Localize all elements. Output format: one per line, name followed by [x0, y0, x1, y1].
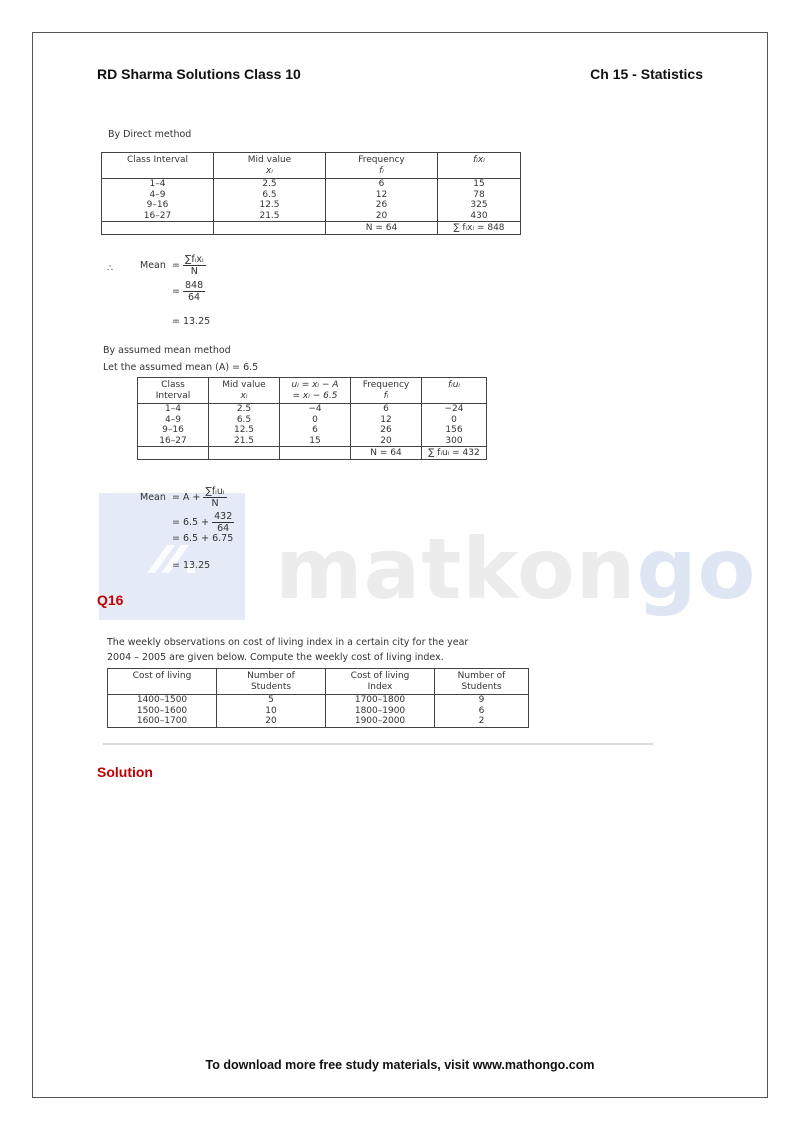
table-cell: 300 — [422, 436, 487, 447]
table-cell: 10 — [217, 706, 326, 717]
table-cell: 6.5 — [214, 190, 326, 201]
col-header: Class Interval — [102, 153, 214, 179]
table-cell: 430 — [438, 211, 521, 222]
table-cell: 6.5 — [209, 415, 280, 426]
table-cell: N = 64 — [351, 447, 422, 460]
therefore-symbol: ∴ — [107, 263, 114, 274]
cost-of-living-table — [107, 668, 529, 728]
table-cell: ∑ fᵢxᵢ = 848 — [438, 222, 521, 235]
table-cell: 6 — [326, 179, 438, 190]
table-row — [138, 404, 487, 415]
table-cell: 12.5 — [209, 425, 280, 436]
col-header: Mid value xᵢ — [209, 378, 280, 404]
table-cell: 21.5 — [214, 211, 326, 222]
table-cell: 2.5 — [209, 404, 280, 415]
header-title: RD Sharma Solutions Class 10 — [97, 66, 301, 82]
table-cell: 20 — [217, 716, 326, 727]
table-cell: 12 — [326, 190, 438, 201]
table-cell: 1700–1800 — [326, 695, 435, 706]
table-cell: 6 — [280, 425, 351, 436]
table-cell — [214, 222, 326, 235]
header-chapter: Ch 15 - Statistics — [590, 66, 703, 82]
table-row — [138, 425, 487, 436]
table-header-row — [138, 378, 487, 404]
table-cell: 1800–1900 — [326, 706, 435, 717]
table-cell: 20 — [326, 211, 438, 222]
table-cell: 12 — [351, 415, 422, 426]
table-cell — [280, 447, 351, 460]
table-cell: 1400–1500 — [108, 695, 217, 706]
assumed-mean-line4: = 13.25 — [172, 560, 211, 571]
table-cell: 26 — [326, 200, 438, 211]
direct-method-table — [101, 152, 521, 235]
table-cell: 1500–1600 — [108, 706, 217, 717]
table-cell: 1–4 — [102, 179, 214, 190]
assumed-mean-line2: = 6.5 + $\frac{432}{64}$ — [172, 511, 233, 534]
table-cell: 21.5 — [209, 436, 280, 447]
table-total-row — [102, 222, 521, 235]
table-row — [108, 716, 529, 727]
table-cell: 6 — [351, 404, 422, 415]
question-text-line2: 2004 – 2005 are given below. Compute the weekly cost of living index. — [107, 652, 444, 663]
table-cell: 1900–2000 — [326, 716, 435, 727]
table-row — [102, 190, 521, 201]
assumed-method-table — [137, 377, 487, 460]
direct-mean-line1: Mean = $\frac{\text{∑fᵢxᵢ}}{N}$ — [140, 254, 204, 277]
table-cell: 9–16 — [138, 425, 209, 436]
direct-method-heading: By Direct method — [108, 129, 192, 140]
table-cell: N = 64 — [326, 222, 438, 235]
direct-mean-result: = 13.25 — [172, 316, 211, 327]
col-header: Frequency fᵢ — [351, 378, 422, 404]
table-cell: −24 — [422, 404, 487, 415]
table-cell: 26 — [351, 425, 422, 436]
watermark-text: matkongo — [275, 520, 757, 618]
col-header: fᵢuᵢ — [422, 378, 487, 404]
table-row — [138, 436, 487, 447]
table-cell: 12.5 — [214, 200, 326, 211]
table-cell: 4–9 — [102, 190, 214, 201]
table-cell: 16–27 — [102, 211, 214, 222]
col-header: Cost of living — [108, 669, 217, 695]
table-cell: 4–9 — [138, 415, 209, 426]
table-row — [108, 706, 529, 717]
table-row — [102, 200, 521, 211]
question-text-line1: The weekly observations on cost of living index in a certain city for the year — [107, 637, 469, 648]
table-cell: 78 — [438, 190, 521, 201]
col-header: Mid value xᵢ — [214, 153, 326, 179]
assumed-mean-line3: = 6.5 + 6.75 — [172, 533, 234, 544]
table-cell: 15 — [280, 436, 351, 447]
solution-label: Solution — [97, 764, 153, 780]
col-header: Cost of living Index — [326, 669, 435, 695]
col-header: Class Interval — [138, 378, 209, 404]
table-cell: 9 — [435, 695, 529, 706]
assumed-method-heading: By assumed mean method — [103, 345, 231, 356]
table-cell: 325 — [438, 200, 521, 211]
table-cell: 2.5 — [214, 179, 326, 190]
col-header: fᵢxᵢ — [438, 153, 521, 179]
table-cell: ∑ fᵢuᵢ = 432 — [422, 447, 487, 460]
table-cell — [102, 222, 214, 235]
table-cell — [138, 447, 209, 460]
footer-text: To download more free study materials, visit www.mathongo.com — [205, 1058, 595, 1072]
table-cell: 16–27 — [138, 436, 209, 447]
table-cell: 1600–1700 — [108, 716, 217, 727]
table-header-row — [102, 153, 521, 179]
table-cell: 156 — [422, 425, 487, 436]
table-cell: 20 — [351, 436, 422, 447]
table-row — [108, 695, 529, 706]
divider — [103, 743, 653, 745]
table-cell: 15 — [438, 179, 521, 190]
assumed-mean-line1: Mean = A + $\frac{\text{∑fᵢuᵢ}}{N}$ — [140, 486, 225, 509]
question-label: Q16 — [97, 592, 124, 608]
table-cell: 0 — [280, 415, 351, 426]
assumed-mean-statement: Let the assumed mean (A) = 6.5 — [103, 362, 259, 373]
col-header: Number of Students — [435, 669, 529, 695]
table-row — [102, 211, 521, 222]
col-header: Number of Students — [217, 669, 326, 695]
table-cell: −4 — [280, 404, 351, 415]
table-cell: 6 — [435, 706, 529, 717]
table-cell: 2 — [435, 716, 529, 727]
table-cell: 5 — [217, 695, 326, 706]
col-header: uᵢ = xᵢ − A = xᵢ − 6.5 — [280, 378, 351, 404]
table-total-row — [138, 447, 487, 460]
table-cell: 0 — [422, 415, 487, 426]
col-header: Frequency fᵢ — [326, 153, 438, 179]
table-cell — [209, 447, 280, 460]
table-cell: 9–16 — [102, 200, 214, 211]
table-cell: 1–4 — [138, 404, 209, 415]
direct-mean-line2: = $\frac{848}{64}$ — [172, 280, 204, 303]
table-row — [138, 415, 487, 426]
table-header-row — [108, 669, 529, 695]
table-row — [102, 179, 521, 190]
